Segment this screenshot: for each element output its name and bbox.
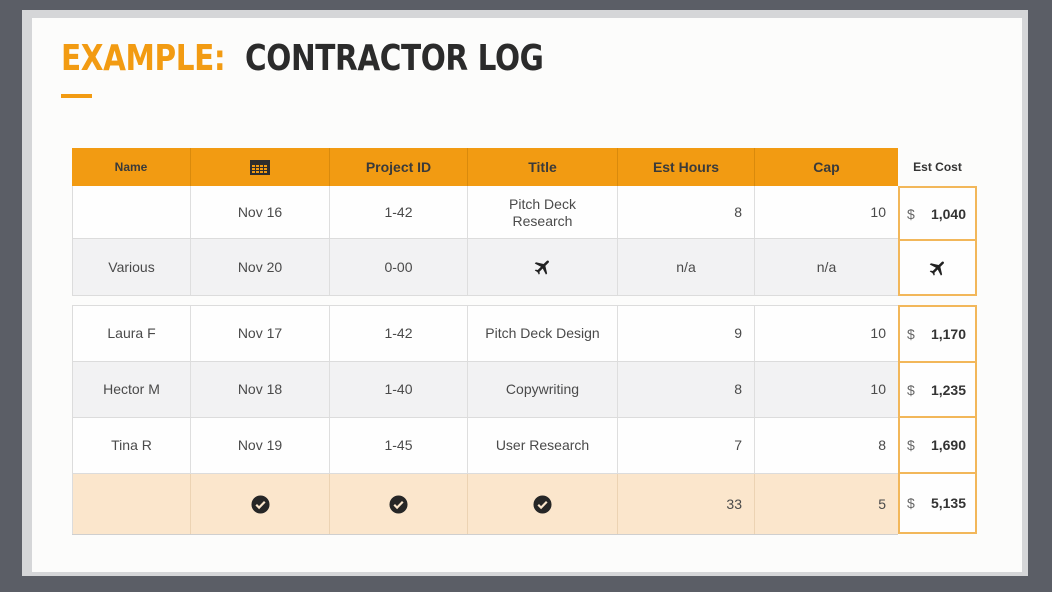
- cell-date: Nov 19: [191, 418, 330, 473]
- total-cap: 5: [878, 495, 886, 512]
- cell-name: Tina R: [73, 418, 191, 473]
- row-divider: [72, 295, 898, 296]
- check-circle-icon: [251, 495, 270, 514]
- title-main: CONTRACTOR LOG: [245, 38, 544, 79]
- cell-project-id: 1-42: [330, 306, 468, 361]
- cost-cell: [900, 188, 975, 239]
- cost-amount: 1,040: [930, 205, 966, 222]
- cell-project-id: 0-00: [330, 239, 468, 295]
- cell-date: Nov 16: [191, 186, 330, 239]
- cell-title: [468, 239, 618, 295]
- cell-cap: 10: [870, 381, 886, 397]
- header-est-hours: Est Hours: [618, 148, 755, 186]
- cell-name: Various: [73, 239, 191, 295]
- cell-project-id: 1-45: [330, 418, 468, 473]
- cell-name: Hector M: [73, 362, 191, 417]
- cell-project-check: [330, 474, 468, 534]
- title-accent: EXAMPLE:: [61, 38, 226, 79]
- page-title: [61, 38, 543, 79]
- cost-cell: [900, 307, 975, 361]
- table-row: [72, 186, 898, 239]
- check-circle-icon: [533, 495, 552, 514]
- title-underline: [61, 94, 92, 98]
- cell-hours: 8: [618, 186, 755, 239]
- table-row: [72, 362, 898, 417]
- cost-cell: [900, 241, 975, 294]
- cost-cell: [900, 418, 975, 472]
- cell-hours: 8: [618, 362, 755, 417]
- cell-project-id: 1-42: [330, 186, 468, 239]
- slide: [32, 18, 1022, 572]
- table-row: [72, 418, 898, 473]
- cost-cell: [900, 363, 975, 416]
- cell-hours: 9: [618, 306, 755, 361]
- cell-project-id: 1-40: [330, 362, 468, 417]
- airplane-icon: [533, 257, 553, 277]
- cell-title: Pitch Deck Research: [468, 186, 618, 239]
- cost-column-group2: [898, 305, 977, 534]
- total-cost-cell: [900, 474, 975, 532]
- dollar-sign: $: [907, 437, 915, 453]
- header-project-id: Project ID: [330, 148, 468, 186]
- cell-cap: n/a: [816, 258, 837, 275]
- cell-name: [73, 186, 191, 239]
- airplane-icon: [928, 258, 948, 278]
- header-cap: Cap: [755, 148, 898, 186]
- check-circle-icon: [389, 495, 408, 514]
- dollar-sign: $: [907, 495, 915, 511]
- cell-hours: n/a: [618, 239, 755, 295]
- cell-title: Copywriting: [468, 362, 618, 417]
- dollar-sign: $: [907, 205, 915, 222]
- header-date: [191, 148, 330, 186]
- dollar-sign: $: [907, 381, 915, 398]
- cell-date: Nov 18: [191, 362, 330, 417]
- calendar-icon: [249, 158, 271, 176]
- header-est-cost: Est Cost: [913, 160, 962, 174]
- header-name: Name: [72, 148, 191, 186]
- dollar-sign: $: [907, 326, 915, 342]
- cell-cap: 10: [870, 204, 886, 220]
- cell-name: Laura F: [73, 306, 191, 361]
- cell-date: Nov 17: [191, 306, 330, 361]
- row-divider: [72, 534, 898, 535]
- header-title: Title: [468, 148, 618, 186]
- cost-amount: 1,235: [930, 381, 966, 398]
- cost-amount: 1,690: [930, 437, 966, 453]
- cell-title: Pitch Deck Design: [468, 306, 618, 361]
- table-row: [72, 239, 898, 295]
- total-cost-amount: 5,135: [930, 495, 966, 511]
- cost-column-group1: [898, 186, 977, 296]
- cell-cap: 8: [878, 437, 886, 453]
- totals-row: [72, 474, 898, 534]
- total-hours: 33: [618, 474, 755, 534]
- cell-title: User Research: [468, 418, 618, 473]
- cost-amount: 1,170: [930, 326, 966, 342]
- cell-date: Nov 20: [191, 239, 330, 295]
- cell-name: [73, 474, 191, 534]
- cell-hours: 7: [618, 418, 755, 473]
- cell-title-check: [468, 474, 618, 534]
- cell-cap: 10: [870, 325, 886, 341]
- cell-date-check: [191, 474, 330, 534]
- table-row: [72, 306, 898, 361]
